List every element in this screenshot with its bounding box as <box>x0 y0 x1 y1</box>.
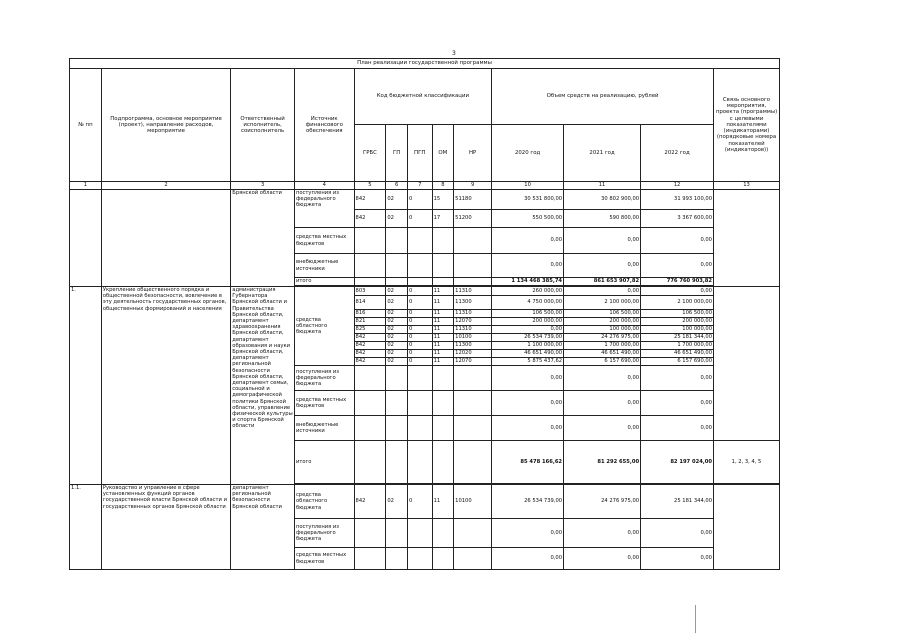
row-name: Руководство и управление в сфере установленных функций органов государственной власти Брянской области и государственных органов Брянской области <box>101 485 230 570</box>
cell-gp: 02 <box>386 210 408 228</box>
cell-om: 11 <box>432 342 454 350</box>
row-source-regional: средства областного бюджета <box>294 287 354 366</box>
cell-grbs: 842 <box>354 358 386 366</box>
cell-2020: 85 478 166,62 <box>492 441 564 484</box>
col-number: 8 <box>432 182 454 190</box>
col-number: 13 <box>714 182 780 190</box>
cell-2020: 550 500,00 <box>492 210 564 228</box>
table-row <box>70 190 780 210</box>
header-num: № пп <box>70 69 102 182</box>
cell-2020: 106 500,00 <box>492 310 564 318</box>
cell-np: 11310 <box>454 326 492 334</box>
row-name-empty <box>101 190 230 287</box>
cell-2022: 1 700 000,00 <box>641 342 714 350</box>
cell-pgp: 0 <box>407 310 432 318</box>
cell-2021: 0,00 <box>564 287 641 296</box>
cell-2021: 100 000,00 <box>564 326 641 334</box>
cell-2020: 0,00 <box>492 416 564 441</box>
cell-gp: 02 <box>386 190 408 210</box>
cell-pgp: 0 <box>407 485 432 519</box>
cell-grbs: 816 <box>354 310 386 318</box>
cell-np: 12020 <box>454 350 492 358</box>
cell-2021: 0,00 <box>564 366 641 391</box>
cell-2022: 2 100 000,00 <box>641 296 714 310</box>
cell-2020: 1 100 000,00 <box>492 342 564 350</box>
cell-gp: 02 <box>386 310 408 318</box>
row-source-local: средства местных бюджетов <box>294 228 354 254</box>
cell-grbs: 803 <box>354 287 386 296</box>
row-executor: Брянской области <box>231 190 295 287</box>
cell-np: 10100 <box>454 485 492 519</box>
header-pgp: ПГП <box>407 125 432 182</box>
cell-np: 12070 <box>454 358 492 366</box>
cell-grbs: 842 <box>354 210 386 228</box>
cell-2020: 4 750 000,00 <box>492 296 564 310</box>
cell-grbs: 842 <box>354 485 386 519</box>
cell-2022: 0,00 <box>641 416 714 441</box>
cell-2020: 0,00 <box>492 228 564 254</box>
cell-grbs: 814 <box>354 296 386 310</box>
cell-pgp: 0 <box>407 334 432 342</box>
cell-2022: 3 367 600,00 <box>641 210 714 228</box>
col-number: 12 <box>641 182 714 190</box>
scan-artifact <box>695 605 696 633</box>
row-source-federal: поступления из федерального бюджета <box>294 519 354 548</box>
cell-2021: 0,00 <box>564 416 641 441</box>
table-row <box>70 485 780 519</box>
cell-gp: 02 <box>386 296 408 310</box>
cell-np: 10100 <box>454 334 492 342</box>
cell-2021: 6 157 690,00 <box>564 358 641 366</box>
row-source-regional: средства областного бюджета <box>294 485 354 519</box>
row-source-federal: поступления из федерального бюджета <box>294 190 354 228</box>
cell-2020: 0,00 <box>492 326 564 334</box>
cell-pgp: 0 <box>407 342 432 350</box>
cell-2022: 31 993 100,00 <box>641 190 714 210</box>
header-budget-code: Код бюджетной классификации <box>354 69 492 125</box>
row-source-local: средства местных бюджетов <box>294 391 354 416</box>
cell-2020: 26 534 739,00 <box>492 485 564 519</box>
table-title: План реализации государственной программы <box>70 59 780 69</box>
cell-2021: 106 500,00 <box>564 310 641 318</box>
header-executor: Ответственный исполнитель, соисполнитель <box>231 69 295 182</box>
cell-gp: 02 <box>386 485 408 519</box>
cell-np: 51200 <box>454 210 492 228</box>
col-number: 9 <box>454 182 492 190</box>
cell-2020: 260 000,00 <box>492 287 564 296</box>
col-number: 6 <box>386 182 408 190</box>
header-2022: 2022 год <box>641 125 714 182</box>
cell-2021: 861 653 907,82 <box>564 278 641 286</box>
cell-2020: 200 000,00 <box>492 318 564 326</box>
header-link: Связь основного мероприятия, проекта (программы) с целевыми показателями (индикаторами) (порядковые номера показателей (индикаторов)) <box>714 69 780 182</box>
cell-2022: 0,00 <box>641 391 714 416</box>
cell-grbs: 842 <box>354 334 386 342</box>
cell-2020: 5 875 437,62 <box>492 358 564 366</box>
cell-2022: 0,00 <box>641 519 714 548</box>
row-source-total: итого <box>294 278 354 286</box>
cell-pgp: 0 <box>407 190 432 210</box>
col-number: 1 <box>70 182 102 190</box>
cell-2020: 30 531 800,00 <box>492 190 564 210</box>
cell-om: 11 <box>432 310 454 318</box>
cell-2021: 1 700 000,00 <box>564 342 641 350</box>
row-executor: департамент региональной безопасности Брянской области <box>231 485 295 570</box>
row-num: 1. <box>70 287 102 485</box>
cell-2020: 26 534 739,00 <box>492 334 564 342</box>
cell-2022: 0,00 <box>641 287 714 296</box>
cell-om: 11 <box>432 318 454 326</box>
cell-2022: 0,00 <box>641 254 714 278</box>
column-number-row <box>70 182 780 190</box>
row-source-extra: внебюджетные источники <box>294 254 354 278</box>
cell-pgp: 0 <box>407 326 432 334</box>
row-source-local: средства местных бюджетов <box>294 548 354 570</box>
cell-2021: 46 651 490,00 <box>564 350 641 358</box>
header-source: Источник финансового обеспечения <box>294 69 354 182</box>
col-number: 3 <box>231 182 295 190</box>
cell-link-empty <box>714 287 780 441</box>
header-volume: Объем средств на реализацию, рублей <box>492 69 714 125</box>
cell-np: 11310 <box>454 287 492 296</box>
cell-2022: 0,00 <box>641 366 714 391</box>
cell-gp: 02 <box>386 334 408 342</box>
cell-2021: 24 276 975,00 <box>564 334 641 342</box>
col-number: 5 <box>354 182 386 190</box>
table-row <box>70 287 780 296</box>
header-2020: 2020 год <box>492 125 564 182</box>
col-number: 4 <box>294 182 354 190</box>
row-name: Укрепление общественного порядка и общественной безопасности, вовлечение в эту деятельность государственных органов, общественных формирований и населения <box>101 287 230 485</box>
cell-2022: 25 181 344,00 <box>641 485 714 519</box>
cell-2021: 0,00 <box>564 391 641 416</box>
cell-om: 11 <box>432 358 454 366</box>
col-number: 10 <box>492 182 564 190</box>
cell-link-empty <box>714 485 780 570</box>
cell-2021: 590 800,00 <box>564 210 641 228</box>
header-subprogram: Подпрограмма, основное мероприятие (проект), направление расходов, мероприятие <box>101 69 230 182</box>
cell-2021: 24 276 975,00 <box>564 485 641 519</box>
header-grbs: ГРБС <box>354 125 386 182</box>
cell-np: 11300 <box>454 342 492 350</box>
cell-pgp: 0 <box>407 296 432 310</box>
row-source-federal: поступления из федерального бюджета <box>294 366 354 391</box>
cell-gp: 02 <box>386 326 408 334</box>
cell-2022: 25 181 344,00 <box>641 334 714 342</box>
header-om: ОМ <box>432 125 454 182</box>
cell-2022: 0,00 <box>641 228 714 254</box>
cell-gp: 02 <box>386 318 408 326</box>
cell-pgp: 0 <box>407 287 432 296</box>
cell-np: 12070 <box>454 318 492 326</box>
cell-2022: 776 760 903,82 <box>641 278 714 286</box>
cell-2020: 0,00 <box>492 519 564 548</box>
cell-grbs: 842 <box>354 190 386 210</box>
program-plan-table <box>69 58 780 570</box>
cell-grbs: 821 <box>354 318 386 326</box>
cell-pgp: 0 <box>407 318 432 326</box>
header-gp: ГП <box>386 125 408 182</box>
header-2021: 2021 год <box>564 125 641 182</box>
row-num: 1.1. <box>70 485 102 570</box>
cell-om: 11 <box>432 334 454 342</box>
col-number: 11 <box>564 182 641 190</box>
cell-2022: 106 500,00 <box>641 310 714 318</box>
cell-link-empty <box>714 190 780 287</box>
cell-2021: 0,00 <box>564 519 641 548</box>
cell-om: 17 <box>432 210 454 228</box>
cell-om: 15 <box>432 190 454 210</box>
col-number: 7 <box>407 182 432 190</box>
row-executor: администрация Губернатора Брянской области и Правительства Брянской области, департамент здравоохранения Брянской области, департамент образования и науки Брянской области, департамент региональной безопасности Брянской области, департамент семьи, социальной и демографической политики Брянской области, управление физической культуры и спорта Брянской области <box>231 287 295 485</box>
cell-2021: 2 100 000,00 <box>564 296 641 310</box>
header-np: НР <box>454 125 492 182</box>
cell-2022: 200 000,00 <box>641 318 714 326</box>
row-source-extra: внебюджетные источники <box>294 416 354 441</box>
cell-link: 1, 2, 3, 4, 5 <box>714 441 780 484</box>
cell-om: 11 <box>432 485 454 519</box>
cell-grbs: 842 <box>354 350 386 358</box>
cell-2021: 81 292 655,00 <box>564 441 641 484</box>
cell-gp: 02 <box>386 287 408 296</box>
cell-2021: 0,00 <box>564 254 641 278</box>
cell-2021: 200 000,00 <box>564 318 641 326</box>
cell-2020: 0,00 <box>492 254 564 278</box>
cell-2020: 1 134 468 385,74 <box>492 278 564 286</box>
cell-np: 51180 <box>454 190 492 210</box>
page-number: 3 <box>452 50 456 57</box>
cell-gp: 02 <box>386 342 408 350</box>
cell-2022: 82 197 024,00 <box>641 441 714 484</box>
cell-2022: 6 157 690,00 <box>641 358 714 366</box>
cell-gp: 02 <box>386 350 408 358</box>
cell-om: 11 <box>432 350 454 358</box>
cell-2020: 46 651 490,00 <box>492 350 564 358</box>
cell-2020: 0,00 <box>492 548 564 570</box>
cell-2020: 0,00 <box>492 391 564 416</box>
cell-pgp: 0 <box>407 358 432 366</box>
col-number: 2 <box>101 182 230 190</box>
cell-pgp: 0 <box>407 210 432 228</box>
cell-grbs: 825 <box>354 326 386 334</box>
cell-np: 11310 <box>454 310 492 318</box>
cell-pgp: 0 <box>407 350 432 358</box>
cell-om: 11 <box>432 287 454 296</box>
row-num-empty <box>70 190 102 287</box>
cell-np: 11300 <box>454 296 492 310</box>
cell-2021: 30 802 900,00 <box>564 190 641 210</box>
row-source-total: итого <box>294 441 354 484</box>
cell-om: 11 <box>432 296 454 310</box>
cell-2022: 100 000,00 <box>641 326 714 334</box>
cell-2021: 0,00 <box>564 548 641 570</box>
cell-grbs: 842 <box>354 342 386 350</box>
cell-2022: 46 651 490,00 <box>641 350 714 358</box>
cell-2021: 0,00 <box>564 228 641 254</box>
cell-2020: 0,00 <box>492 366 564 391</box>
cell-2022: 0,00 <box>641 548 714 570</box>
cell-gp: 02 <box>386 358 408 366</box>
cell-om: 11 <box>432 326 454 334</box>
